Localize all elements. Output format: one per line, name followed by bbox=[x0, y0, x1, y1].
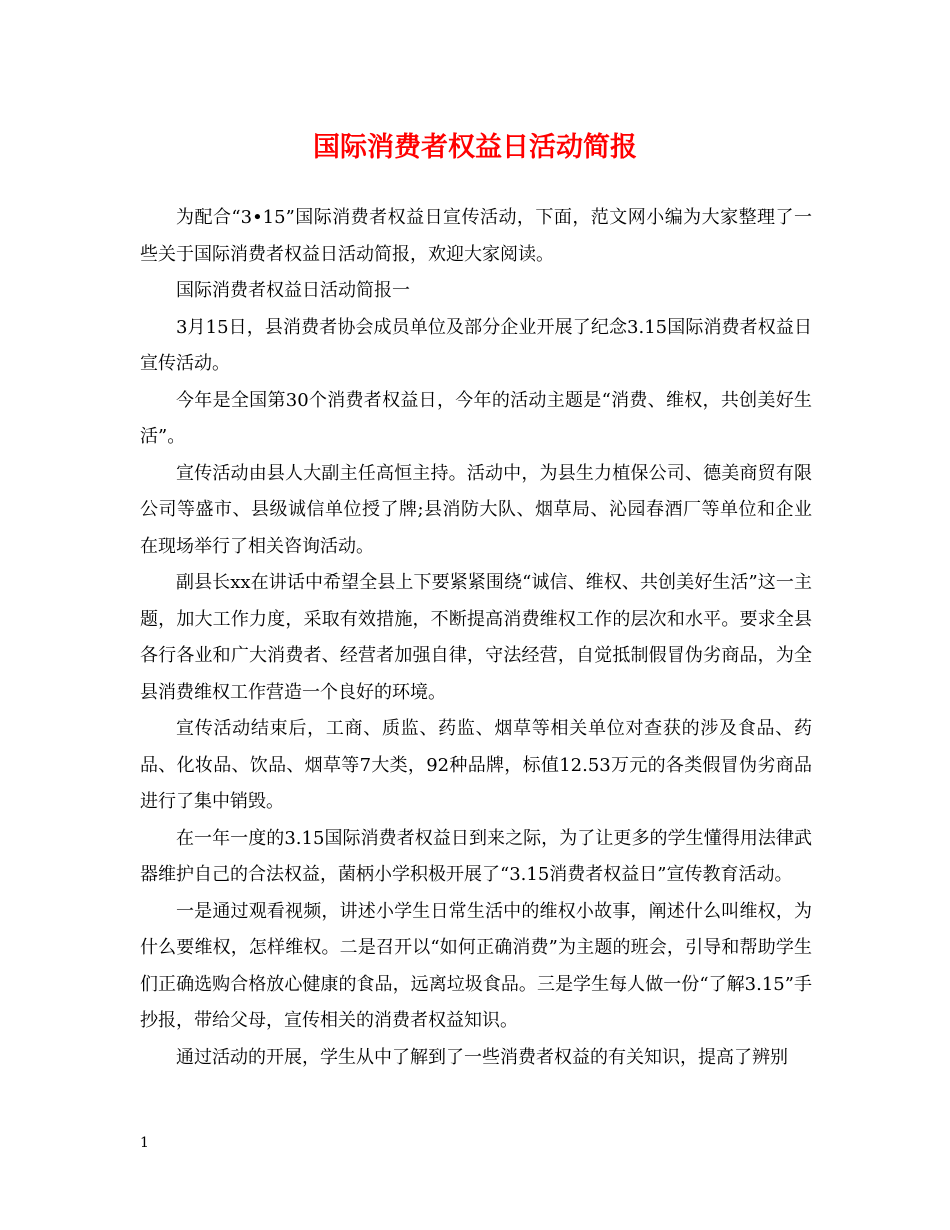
paragraph: 通过活动的开展，学生从中了解到了一些消费者权益的有关知识，提高了辨别 bbox=[176, 1046, 788, 1068]
paragraph: 宣传活动由县人大副主任高恒主持。活动中，为县生力植保公司、德美商贸有限公司等盛市、县级诚信单位授了牌;县消防大队、烟草局、沁园春酒厂等单位和企业在现场举行了相关咨询活动。 bbox=[140, 462, 812, 557]
paragraph: 今年是全国第30个消费者权益日，今年的活动主题是“消费、维权，共创美好生活”。 bbox=[140, 389, 812, 447]
paragraph: 一是通过观看视频，讲述小学生日常生活中的维权小故事，阐述什么叫维权，为什么要维权，怎样维权。二是召开以“如何正确消费”为主题的班会，引导和帮助学生们正确选购合格放心健康的食品，远离垃圾食品。三是学生每人做一份“了解3.15”手抄报，带给父母，宣传相关的消费者权益知识。 bbox=[140, 900, 812, 1031]
paragraph: 副县长xx在讲话中希望全县上下要紧紧围绕“诚信、维权、共创美好生活”这一主题，加大工作力度，采取有效措施，不断提高消费维权工作的层次和水平。要求全县各行各业和广大消费者、经营者加强自律，守法经营，自觉抵制假冒伪劣商品，为全县消费维权工作营造一个良好的环境。 bbox=[140, 572, 812, 703]
paragraph: 3月15日，县消费者协会成员单位及部分企业开展了纪念3.15国际消费者权益日宣传活动。 bbox=[140, 316, 812, 374]
document-title: 国际消费者权益日活动简报 bbox=[313, 132, 637, 163]
paragraph: 在一年一度的3.15国际消费者权益日到来之际，为了让更多的学生懂得用法律武器维护自己的合法权益，菌柄小学积极开展了“3.15消费者权益日”宣传教育活动。 bbox=[140, 827, 812, 885]
document-body bbox=[140, 200, 812, 1076]
paragraph-intro: 为配合“3•15”国际消费者权益日宣传活动，下面，范文网小编为大家整理了一些关于国际消费者权益日活动简报，欢迎大家阅读。 bbox=[140, 207, 812, 265]
page-number: 1 bbox=[140, 1135, 149, 1151]
paragraph: 宣传活动结束后，工商、质监、药监、烟草等相关单位对查获的涉及食品、药品、化妆品、饮品、烟草等7大类，92种品牌，标值12.53万元的各类假冒伪劣商品进行了集中销毁。 bbox=[140, 718, 812, 812]
paragraph-section-heading: 国际消费者权益日活动简报一 bbox=[176, 280, 410, 301]
